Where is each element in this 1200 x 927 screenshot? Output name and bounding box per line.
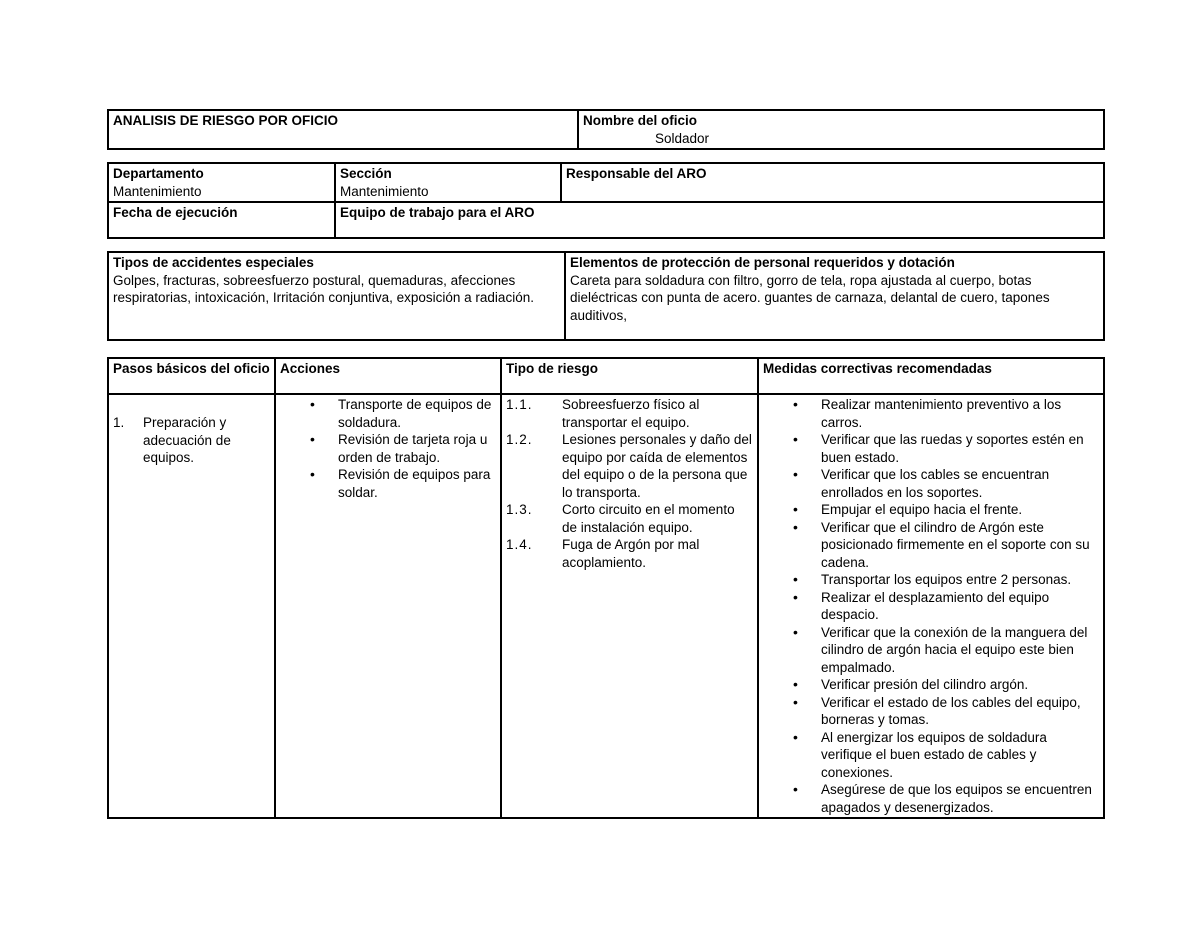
list-item: • Empujar el equipo hacia el frente. — [763, 501, 1099, 519]
list-item: • Verificar presión del cilindro argón. — [763, 676, 1099, 694]
date-label: Fecha de ejecución — [113, 205, 238, 220]
steps-body-row — [108, 394, 1104, 818]
team-label: Equipo de trabajo para el ARO — [340, 205, 535, 220]
measures-cell — [758, 394, 1104, 818]
steps-header-row — [108, 358, 1104, 394]
header-medidas: Medidas correctivas recomendadas — [758, 358, 1104, 394]
measures-list — [763, 396, 1099, 816]
list-item: • Verificar que las ruedas y soportes estén en buen estado. — [763, 431, 1099, 466]
list-item: • Verificar el estado de los cables del equipo, borneras y tomas. — [763, 694, 1099, 729]
list-item: • Verificar que los cables se encuentran enrollados en los soportes. — [763, 466, 1099, 501]
risk-type-list — [506, 396, 753, 571]
list-item: • Asegúrese de que los equipos se encuentren apagados y desenergizados. — [763, 781, 1099, 816]
list-item: 1.4. Fuga de Argón por mal acoplamiento. — [506, 537, 700, 570]
actions-list — [280, 396, 496, 501]
actions-cell — [275, 394, 501, 818]
document-title-cell — [108, 110, 578, 149]
accident-types-label: Tipos de accidentes especiales — [113, 255, 314, 270]
section-cell — [335, 163, 561, 202]
department-label: Departamento — [113, 166, 204, 181]
list-item: • Transporte de equipos de soldadura. — [280, 396, 496, 431]
accident-types-cell — [108, 252, 565, 340]
risk-summary-table — [107, 251, 1105, 341]
job-name-label: Nombre del oficio — [583, 113, 698, 128]
list-item: 1.3. Corto circuito en el momento de instalación equipo. — [506, 502, 735, 535]
header-table — [107, 109, 1105, 150]
list-item: • Verificar que la conexión de la manguera del cilindro de argón hacia el equipo este bien empalmado. — [763, 624, 1099, 677]
step-item — [113, 414, 270, 467]
department-value: Mantenimiento — [113, 183, 202, 199]
header-pasos: Pasos básicos del oficio — [108, 358, 275, 394]
accident-types-value: Golpes, fracturas, sobreesfuerzo postural, quemaduras, afecciones respiratorias, intoxicación, Irritación conjuntiva, exposición a radiación. — [113, 272, 534, 305]
list-item: • Verificar que el cilindro de Argón este posicionado firmemente en el soporte con su cadena. — [763, 519, 1099, 572]
list-item: • Revisión de equipos para soldar. — [280, 466, 496, 501]
list-item: • Realizar mantenimiento preventivo a los carros. — [763, 396, 1099, 431]
job-name-value: Soldador — [655, 130, 710, 146]
list-item: 1.1. Sobreesfuerzo físico al transportar el equipo. — [506, 397, 700, 430]
responsible-cell — [561, 163, 1104, 202]
ppe-value: Careta para soldadura con filtro, gorro de tela, ropa ajustada al cuerpo, botas dieléctricas con punta de acero. guantes de carnaza, delantal de cuero, tapones auditivos, — [570, 272, 1050, 323]
job-name-cell — [578, 110, 1104, 149]
section-label: Sección — [340, 166, 392, 181]
date-cell — [108, 202, 335, 238]
list-item: • Al energizar los equipos de soldadura verifique el buen estado de cables y conexiones. — [763, 729, 1099, 782]
step-cell — [108, 394, 275, 818]
department-cell — [108, 163, 335, 202]
risk-type-cell — [501, 394, 758, 818]
header-acciones: Acciones — [275, 358, 501, 394]
steps-table — [107, 357, 1105, 819]
list-item: • Revisión de tarjeta roja u orden de trabajo. — [280, 431, 496, 466]
team-cell — [335, 202, 1104, 238]
info-table — [107, 162, 1105, 239]
ppe-label: Elementos de protección de personal requeridos y dotación — [570, 255, 955, 270]
list-item: • Transportar los equipos entre 2 personas. — [763, 571, 1099, 589]
step-number: 1. — [113, 415, 125, 430]
ppe-cell — [565, 252, 1104, 340]
responsible-label: Responsable del ARO — [566, 166, 707, 181]
list-item: 1.2. Lesiones personales y daño del equipo por caída de elementos del equipo o de la persona que lo transporta. — [506, 432, 752, 500]
list-item: • Realizar el desplazamiento del equipo despacio. — [763, 589, 1099, 624]
document-title: ANALISIS DE RIESGO POR OFICIO — [113, 113, 339, 128]
header-tipo-riesgo: Tipo de riesgo — [501, 358, 758, 394]
step-text: Preparación y adecuación de equipos. — [143, 415, 231, 465]
section-value: Mantenimiento — [340, 183, 429, 199]
